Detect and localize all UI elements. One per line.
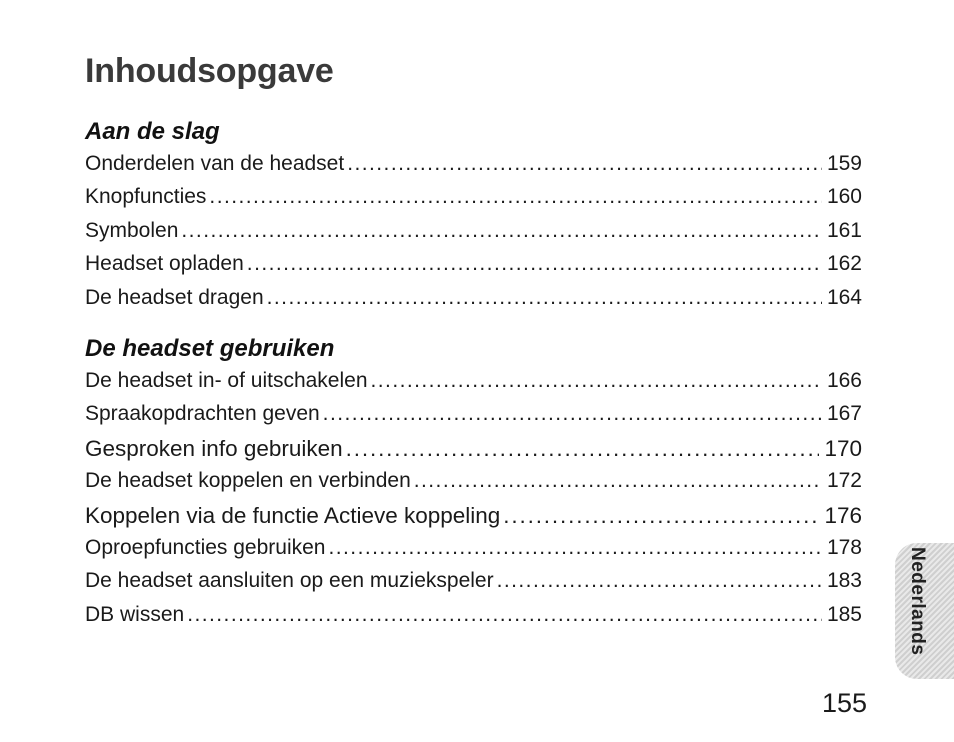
toc-entry[interactable] <box>85 603 862 636</box>
leader-dots <box>323 402 822 426</box>
toc-entry[interactable] <box>85 152 862 185</box>
side-tab-label: Nederlands <box>907 547 928 656</box>
toc-entry-label: De headset in- of uitschakelen <box>85 369 368 392</box>
toc-entry-page: 166 <box>826 369 862 392</box>
toc-entry-label: Onderdelen van de headset <box>85 152 345 175</box>
toc-entry-page: 164 <box>826 285 862 309</box>
section-heading-de-headset-gebruiken: De headset gebruiken <box>85 335 335 362</box>
section-heading-aan-de-slag: Aan de slag <box>85 118 220 145</box>
toc-entry-page: 185 <box>826 602 862 626</box>
toc-entry[interactable] <box>85 369 862 402</box>
toc-entry[interactable] <box>85 436 862 469</box>
toc-entry-page: 178 <box>826 535 862 559</box>
leader-dots <box>414 469 822 493</box>
toc-list-aan-de-slag <box>85 152 862 319</box>
leader-dots <box>329 536 822 560</box>
toc-entry-label: De headset koppelen en verbinden <box>85 469 411 493</box>
toc-entry[interactable] <box>85 252 862 285</box>
leader-dots <box>346 436 820 462</box>
toc-entry-page: 170 <box>824 435 862 461</box>
leader-dots <box>187 603 822 627</box>
toc-entry-label: Spraakopdrachten geven <box>85 402 320 426</box>
toc-entry-label: Headset opladen <box>85 252 244 276</box>
toc-entry-label: Symbolen <box>85 218 179 242</box>
leader-dots <box>181 219 822 243</box>
toc-entry-page: 159 <box>826 152 862 175</box>
leader-dots <box>209 185 822 209</box>
leader-dots <box>267 286 822 310</box>
toc-entry-page: 176 <box>824 502 862 528</box>
toc-entry-page: 167 <box>826 402 862 426</box>
toc-entry[interactable] <box>85 185 862 218</box>
toc-entry[interactable] <box>85 569 862 602</box>
toc-list-de-headset-gebruiken <box>85 369 862 636</box>
toc-entry-label: Koppelen via de functie Actieve koppeling <box>85 502 501 528</box>
toc-entry[interactable] <box>85 536 862 569</box>
toc-entry[interactable] <box>85 469 862 502</box>
toc-entry-page: 183 <box>826 569 862 593</box>
language-side-tab <box>895 543 954 679</box>
toc-entry[interactable] <box>85 402 862 435</box>
page-number: 155 <box>822 688 868 718</box>
toc-entry-page: 162 <box>826 252 862 276</box>
toc-entry-page: 161 <box>826 218 862 242</box>
leader-dots <box>497 569 822 593</box>
toc-entry-label: Gesproken info gebruiken <box>85 435 343 461</box>
toc-entry-label: Oproepfuncties gebruiken <box>85 535 326 559</box>
toc-entry-page: 160 <box>826 185 862 209</box>
toc-entry[interactable] <box>85 503 862 536</box>
leader-dots <box>247 252 822 276</box>
leader-dots <box>347 152 822 176</box>
toc-entry-label: De headset dragen <box>85 285 264 309</box>
toc-entry-label: DB wissen <box>85 602 185 626</box>
leader-dots <box>371 369 822 393</box>
toc-entry-label: Knopfuncties <box>85 185 207 209</box>
toc-entry[interactable] <box>85 219 862 252</box>
toc-entry[interactable] <box>85 286 862 319</box>
toc-entry-label: De headset aansluiten op een muziekspeler <box>85 569 494 593</box>
leader-dots <box>503 503 819 529</box>
page-title: Inhoudsopgave <box>85 52 334 90</box>
toc-entry-page: 172 <box>826 469 862 493</box>
